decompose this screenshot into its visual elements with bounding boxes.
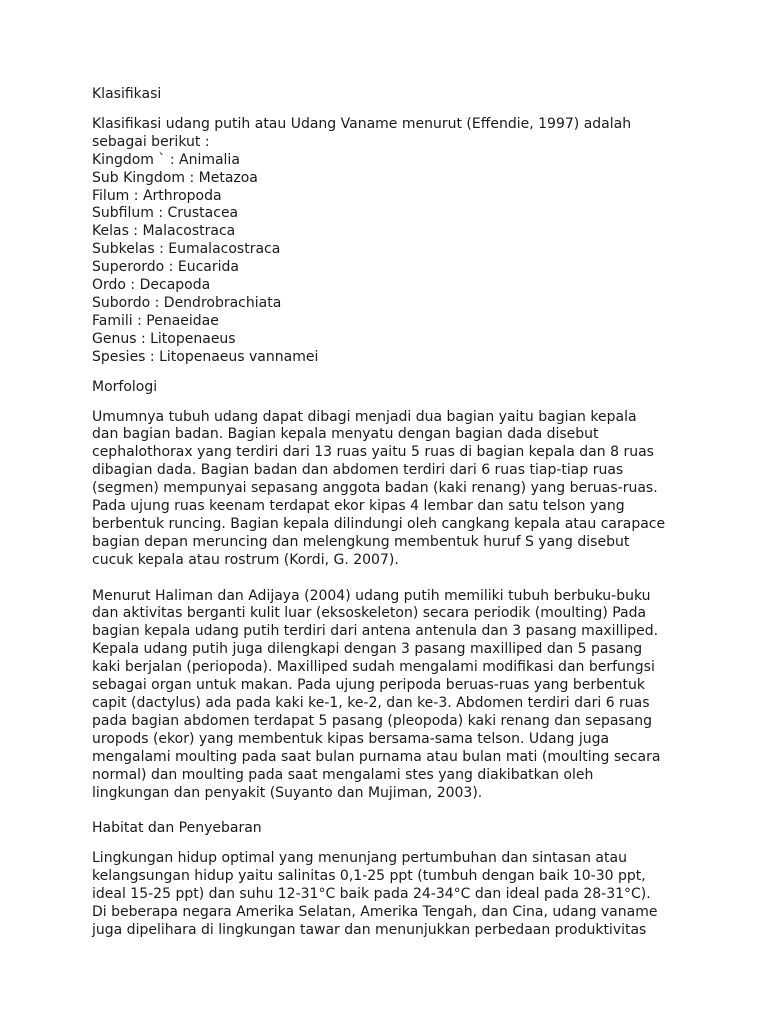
taxonomy-spesies: Spesies : Litopenaeus vannamei (92, 348, 319, 365)
klasifikasi-block (92, 116, 698, 367)
taxonomy-kingdom: Kingdom ` : Animalia (92, 151, 240, 168)
klasifikasi-intro: Klasifikasi udang putih atau Udang Vaname menurut (Effendie, 1997) adalah sebagai berikut : (92, 115, 632, 150)
taxonomy-subfilum: Subfilum : Crustacea (92, 205, 239, 222)
taxonomy-ordo: Ordo : Decapoda (92, 277, 211, 294)
taxonomy-filum: Filum : Arthropoda (92, 187, 222, 204)
taxonomy-kelas: Kelas : Malacostraca (92, 223, 236, 240)
taxonomy-superordo: Superordo : Eucarida (92, 259, 239, 276)
taxonomy-famili: Famili : Penaeidae (92, 312, 219, 329)
heading-morfologi: Morfologi (92, 378, 158, 395)
heading-klasifikasi: Klasifikasi (92, 86, 162, 102)
morfologi-paragraph-2: Menurut Haliman dan Adijaya (2004) udang putih memiliki tubuh berbuku-buku dan aktivitas berganti kulit luar (eksoskeleton) secara periodik (moulting) Pada bagian kepala udang putih terdiri dari antena antenula dan 3 pasang maxilliped. Kepala udang putih juga dilengkapi dengan 3 pasang maxilliped dan 5 pasang kaki berjalan (periopoda). Maxilliped sudah mengalami modifikasi dan berfungsi sebagai organ untuk makan. Pada ujung peripoda beruas-ruas yang berbentuk capit (dactylus) ada pada kaki ke-1, ke-2, dan ke-3. Abdomen terdiri dari 6 ruas pada bagian abdomen terdapat 5 pasang (pleopoda) kaki renang dan sepasang uropods (ekor) yang membentuk kipas bersama-sama telson. Udang juga mengalami moulting pada saat bulan purnama atau bulan mati (moulting secara normal) dan moulting pada saat mengalami stes yang diakibatkan oleh lingkungan dan penyakit (Suyanto dan Mujiman, 2003). (92, 587, 661, 801)
taxonomy-genus: Genus : Litopenaeus (92, 330, 236, 347)
habitat-paragraph-1: Lingkungan hidup optimal yang menunjang pertumbuhan dan sintasan atau kelangsungan hidup yaitu salinitas 0,1-25 ppt (tumbuh dengan baik 10-30 ppt, ideal 15-25 ppt) dan suhu 12-31°C baik pada 24-34°C dan ideal pada 28-31°C). Di beberapa negara Amerika Selatan, Amerika Tengah, dan Cina, udang vaname juga dipelihara di lingkungan tawar dan menunjukkan perbedaan produktivitas (92, 850, 658, 938)
morfologi-paragraph-1: Umumnya tubuh udang dapat dibagi menjadi dua bagian yaitu bagian kepala dan bagian badan. Bagian kepala menyatu dengan bagian dada disebut cephalothorax yang terdiri dari 13 ruas yaitu 5 ruas di bagian kepala dan 8 ruas dibagian dada. Bagian badan dan abdomen terdiri dari 6 ruas tiap-tiap ruas (segmen) mempunyai sepasang anggota badan (kaki renang) yang beruas-ruas. Pada ujung ruas keenam terdapat ekor kipas 4 lembar dan satu telson yang berbentuk runcing. Bagian kepala dilindungi oleh cangkang kepala atau carapace bagian depan meruncing dan melengkung membentuk huruf S yang disebut cucuk kepala atau rostrum (Kordi, G. 2007). (92, 408, 666, 568)
taxonomy-subordo: Subordo : Dendrobrachiata (92, 294, 282, 311)
taxonomy-subkelas: Subkelas : Eumalacostraca (92, 241, 281, 258)
taxonomy-sub-kingdom: Sub Kingdom : Metazoa (92, 169, 258, 186)
heading-habitat: Habitat dan Penyebaran (92, 820, 262, 837)
